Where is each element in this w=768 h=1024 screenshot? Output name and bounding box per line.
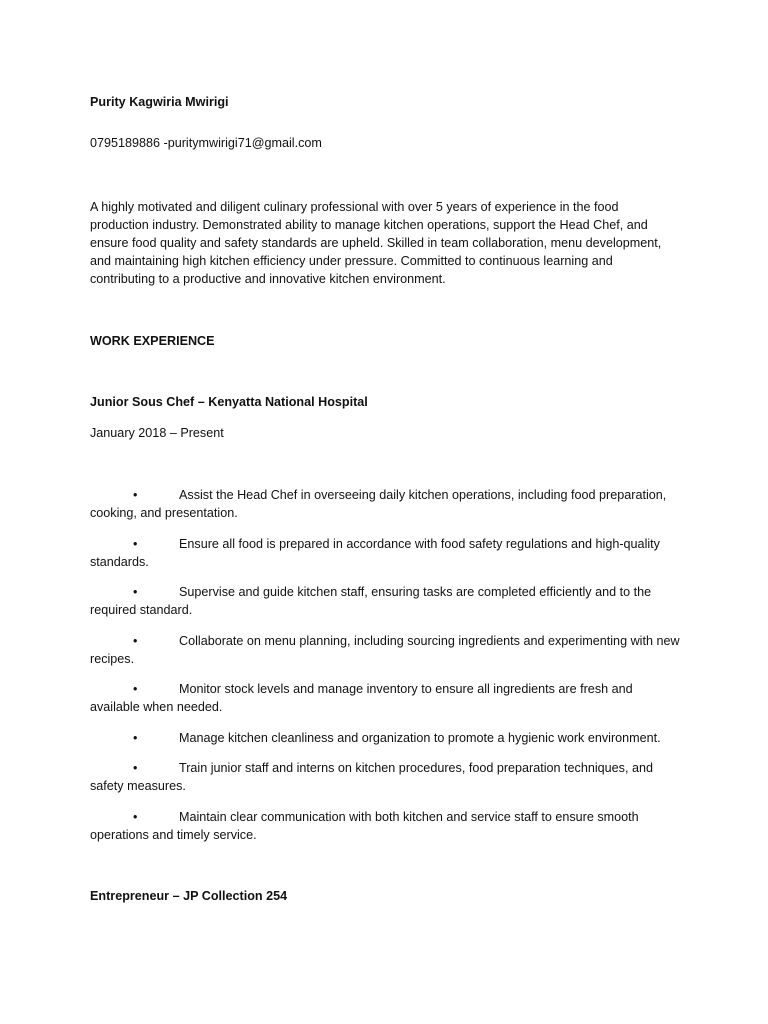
list-item-text: Manage kitchen cleanliness and organization to promote a hygienic work environment. [179,731,661,745]
contact-info: 0795189886 -puritymwirigi71@gmail.com [90,136,322,150]
list-item [90,583,680,619]
bullet-icon: • [133,810,138,824]
list-item [90,729,680,747]
list-item-text: Collaborate on menu planning, including sourcing ingredients and experimenting with new recipes. [90,634,680,666]
list-item-text: Supervise and guide kitchen staff, ensuring tasks are completed efficiently and to the required standard. [90,585,652,617]
bullet-icon: • [133,537,138,551]
bullet-icon: • [133,488,138,502]
list-item [90,759,680,795]
job-dates: January 2018 – Present [90,426,224,440]
professional-summary: A highly motivated and diligent culinary professional with over 5 years of experience in the food production industry. Demonstrated ability to manage kitchen operations, support the Head Chef, and ensure food quality and safety standards are upheld. Skilled in team collaboration, menu development, and maintaining high kitchen efficiency under pressure. Committed to continuous learning and contributing to a productive and innovative kitchen environment. [90,200,662,286]
list-item-text: Maintain clear communication with both kitchen and service staff to ensure smooth operations and timely service. [90,810,639,842]
list-item-text: Monitor stock levels and manage inventory to ensure all ingredients are fresh and available when needed. [90,682,633,714]
candidate-name: Purity Kagwiria Mwirigi [90,95,229,109]
list-item-text: Ensure all food is prepared in accordance with food safety regulations and high-quality standards. [90,537,660,569]
bullet-icon: • [133,585,138,599]
list-item [90,535,680,571]
work-experience-heading: WORK EXPERIENCE [90,334,215,348]
list-item [90,486,680,522]
bullet-icon: • [133,682,138,696]
list-item-text: Assist the Head Chef in overseeing daily kitchen operations, including food preparation, cooking, and presentation. [90,488,667,520]
list-item [90,808,680,844]
list-item [90,632,680,668]
bullet-icon: • [133,761,138,775]
job-title: Entrepreneur – JP Collection 254 [90,889,288,903]
bullet-icon: • [133,634,138,648]
job-title: Junior Sous Chef – Kenyatta National Hospital [90,395,368,409]
list-item-text: Train junior staff and interns on kitchen procedures, food preparation techniques, and safety measures. [90,761,653,793]
list-item [90,680,680,716]
bullet-icon: • [133,731,138,745]
